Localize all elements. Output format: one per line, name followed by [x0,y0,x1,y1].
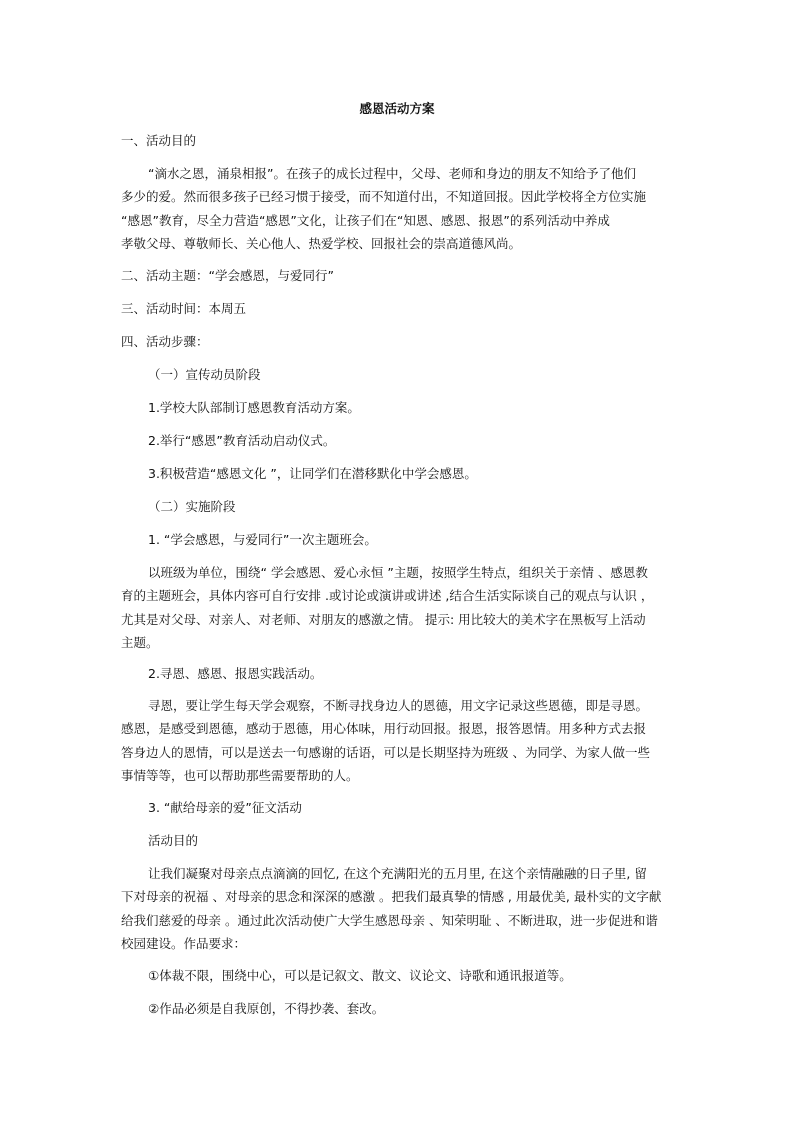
paragraph-line: 让我们凝聚对母亲点点滴滴的回忆, 在这个充满阳光的五月里, 在这个亲情融融的日子里, 留 [148,866,647,881]
section-heading-purpose: 一、活动目的 [121,133,197,148]
list-item: 2.寻恩、感恩、报恩实践活动。 [148,666,323,681]
list-item: 1.学校大队部制订感恩教育活动方案。 [148,400,360,415]
paragraph-line: 寻恩，要让学生每天学会观察，不断寻找身边人的恩德，用文字记录这些恩德，即是寻恩。 [148,698,649,713]
subsection-heading: 活动目的 [148,833,199,848]
document-title: 感恩活动方案 [359,101,435,116]
paragraph-line: 多少的爱。然而很多孩子已经习惯于接受，而不知道付出，不知道回报。因此学校将全方位实施 [121,189,647,204]
paragraph-line: 校园建设。作品要求： [121,936,247,951]
section-heading-theme: 二、活动主题：“学会感恩，与爱同行” [121,268,334,283]
paragraph-line: 下对母亲的祝福 、对母亲的思念和深深的感激 。把我们最真挚的情感 , 用最优美, 最朴实的文字献 [121,889,662,904]
list-item: 3.积极营造“感恩文化 ”，让同学们在潜移默化中学会感恩。 [148,466,477,481]
paragraph-line: “滴水之恩，涌泉相报”。在孩子的成长过程中，父母、老师和身边的朋友不知给予了他们 [148,166,636,181]
subsection-heading: （一）宣传动员阶段 [148,367,261,382]
paragraph-line: 主题。 [121,635,159,650]
list-item: ②作品必须是自我原创，不得抄袭、套改。 [148,1001,385,1016]
paragraph-line: “感恩”教育，尽全力营造“感恩”文化，让孩子们在“知恩、感恩、报恩”的系列活动中养成 [121,213,610,228]
list-item: 1. “学会感恩，与爱同行”一次主题班会。 [148,532,377,547]
section-heading-steps: 四、活动步骤： [121,334,209,349]
list-item: ①体裁不限，围绕中心，可以是记叙文、散文、议论文、诗歌和通讯报道等。 [148,968,572,983]
list-item: 2.举行“感恩”教育活动启动仪式。 [148,433,336,448]
paragraph-line: 给我们慈爱的母亲 。通过此次活动使广大学生感恩母亲 、知荣明耻 、不断进取，进一步促进和谐 [121,913,658,928]
paragraph-line: 感恩，是感受到恩德，感动于恩德，用心体味，用行动回报。报恩，报答恩情。用多种方式去报 [121,721,647,736]
subsection-heading: （二）实施阶段 [148,499,236,514]
paragraph-line: 孝敬父母、尊敬师长、关心他人、热爱学校、回报社会的崇高道德风尚。 [121,236,522,251]
paragraph-line: 尤其是对父母、对亲人、对老师、对朋友的感激之情。 提示: 用比较大的美术字在黑板写上活动 [121,612,646,627]
list-item: 3. “献给母亲的爱”征文活动 [148,800,302,815]
paragraph-line: 答身边人的恩情，可以是送去一句感谢的话语，可以是长期坚持为班级 、为同学、为家人做一些 [121,745,650,760]
paragraph-line: 事情等等，也可以帮助那些需要帮助的人。 [121,768,359,783]
paragraph-line: 以班级为单位，围绕“ 学会感恩、爱心永恒 ”主题，按照学生特点，组织关于亲情 、感恩教 [148,565,648,580]
section-heading-time: 三、活动时间：本周五 [121,301,247,316]
paragraph-line: 育的主题班会，具体内容可自行安排 .或讨论或演讲或讲述 ,结合生活实际谈自己的观点与认识 ， [121,588,654,603]
